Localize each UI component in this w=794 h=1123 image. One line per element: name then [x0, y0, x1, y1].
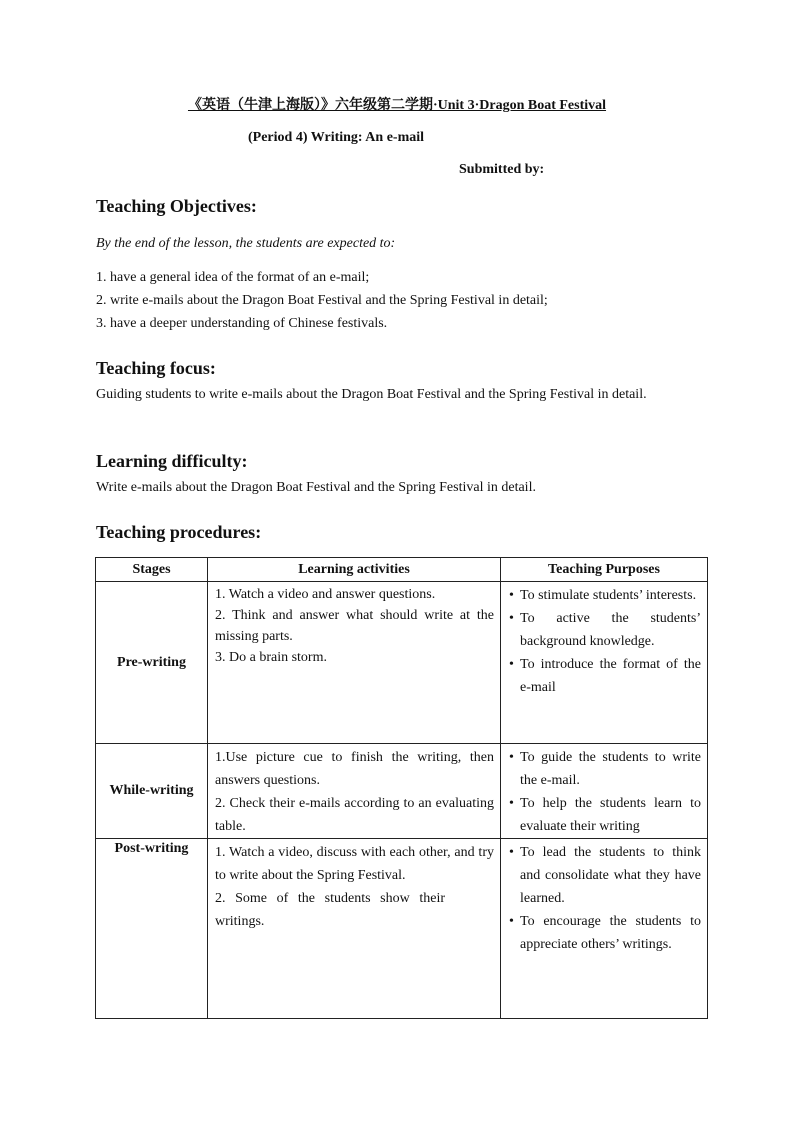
bullet-icon: •: [509, 588, 514, 603]
bullet-icon: •: [509, 657, 514, 672]
bullet-icon: •: [509, 914, 514, 929]
bullet-icon: •: [509, 845, 514, 860]
purpose-item: • To guide the students to write the e-mail.: [505, 746, 701, 792]
table-row: [96, 582, 708, 744]
column-header-activities: Learning activities: [208, 558, 501, 582]
table-row: [96, 744, 708, 839]
objectives-heading: Teaching Objectives:: [96, 196, 257, 216]
purpose-item: • To introduce the format of the e-mail: [505, 653, 701, 699]
purposes-cell: [501, 582, 708, 744]
purpose-item: • To lead the students to think and consolidate what they have learned.: [505, 841, 701, 910]
purpose-item: • To help the students learn to evaluate their writing: [505, 792, 701, 838]
difficulty-text: Write e-mails about the Dragon Boat Festival and the Spring Festival in detail.: [96, 480, 536, 495]
purposes-cell: [501, 744, 708, 839]
column-header-purposes: Teaching Purposes: [501, 558, 708, 582]
activities-cell: [208, 839, 501, 1019]
document-subtitle: (Period 4) Writing: An e-mail: [248, 130, 425, 145]
activities-cell: [208, 582, 501, 744]
document-title: 《英语（牛津上海版）》六年级第二学期·Unit 3·Dragon Boat Festival: [187, 98, 607, 113]
submitted-by-label: Submitted by:: [459, 162, 545, 177]
activity-item: 2. Some of the students show their writings.: [215, 891, 445, 929]
procedures-heading: Teaching procedures:: [96, 522, 262, 542]
purposes-cell: [501, 839, 708, 1019]
activities-cell: [208, 744, 501, 839]
bullet-icon: •: [509, 796, 514, 811]
activity-item: 1.Use picture cue to finish the writing, then answers questions.: [215, 750, 494, 788]
table-header-row: [96, 558, 708, 582]
activity-item: 1. Watch a video, discuss with each other, and try to write about the Spring Festival.: [215, 845, 494, 883]
activity-item: 2. Think and answer what should write at the missing parts.: [215, 608, 494, 644]
objective-item: 2. write e-mails about the Dragon Boat Festival and the Spring Festival in detail;: [96, 293, 548, 308]
table-row: [96, 839, 708, 1019]
objective-item: 3. have a deeper understanding of Chinese festivals.: [96, 316, 388, 331]
difficulty-heading: Learning difficulty:: [96, 451, 248, 471]
objective-item: 1. have a general idea of the format of an e-mail;: [96, 270, 370, 285]
objectives-intro: By the end of the lesson, the students are expected to:: [96, 236, 396, 251]
purpose-item: • To stimulate students’ interests.: [505, 584, 701, 607]
activity-item: 2. Check their e-mails according to an evaluating table.: [215, 796, 494, 834]
focus-heading: Teaching focus:: [96, 358, 216, 378]
purpose-item: • To encourage the students to appreciate others’ writings.: [505, 910, 701, 956]
column-header-stages: Stages: [96, 558, 208, 582]
stage-cell: While-writing: [96, 744, 208, 839]
bullet-icon: •: [509, 750, 514, 765]
purpose-item: • To active the students’ background knowledge.: [505, 607, 701, 653]
procedures-table: [95, 557, 708, 1019]
stage-cell: Pre-writing: [96, 582, 208, 744]
bullet-icon: •: [509, 611, 514, 626]
activity-item: 1. Watch a video and answer questions.: [215, 587, 436, 602]
focus-text: Guiding students to write e-mails about the Dragon Boat Festival and the Spring Festival in detail.: [96, 387, 647, 402]
stage-cell: Post-writing: [96, 839, 208, 1019]
activity-item: 3. Do a brain storm.: [215, 650, 327, 665]
